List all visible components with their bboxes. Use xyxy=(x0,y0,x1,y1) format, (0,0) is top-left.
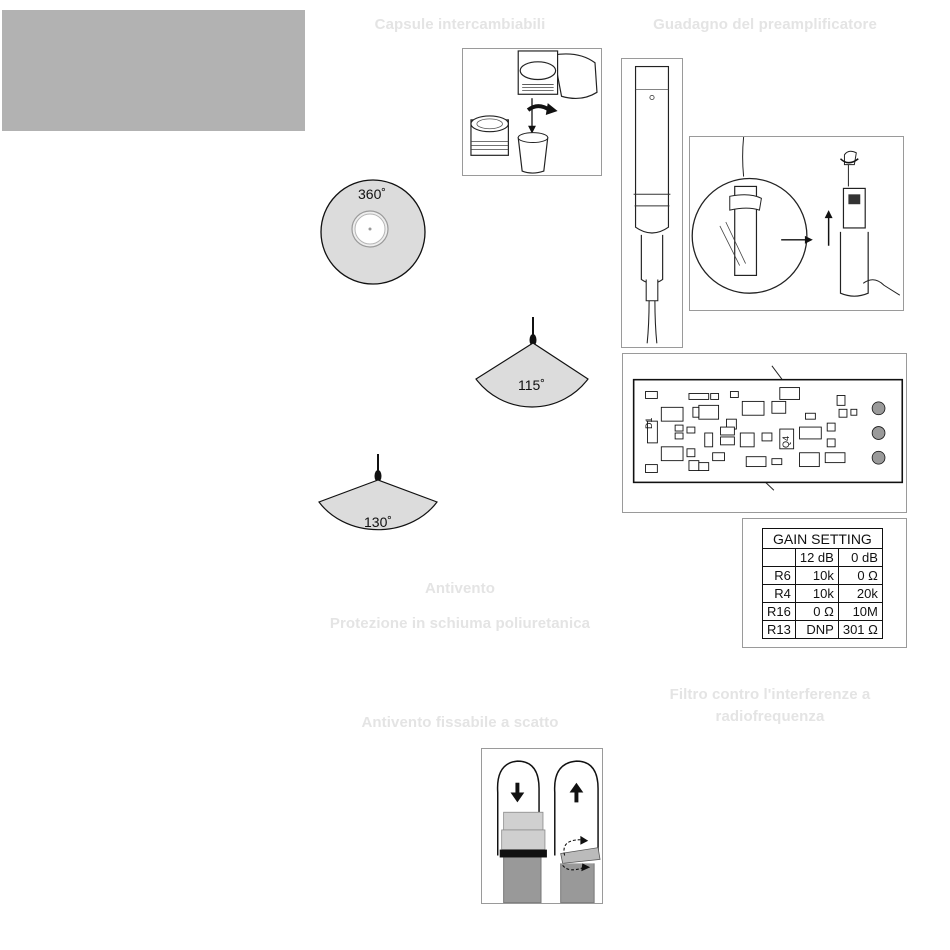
table-row xyxy=(763,549,883,567)
gain-table-title: GAIN SETTING xyxy=(763,529,883,549)
table-cell: 10M xyxy=(838,603,882,621)
board-label-q4: Q4 xyxy=(781,435,791,448)
gain-setting-panel xyxy=(742,518,907,648)
table-row xyxy=(763,603,883,621)
table-cell: 12 dB xyxy=(795,549,838,567)
polar-wide-diagram xyxy=(316,452,441,544)
table-cell: 301 Ω xyxy=(838,621,882,639)
circuit-board-illustration xyxy=(622,353,907,513)
table-cell: DNP xyxy=(795,621,838,639)
heading-capsules: Capsule intercambiabili xyxy=(374,16,546,33)
table-cell: 10k xyxy=(795,585,838,603)
polar-omni-label: 360˚ xyxy=(358,186,387,202)
preamp-access-illustration xyxy=(689,136,904,311)
heading-snap-windscreen: Antivento fissabile a scatto xyxy=(361,714,559,731)
heading-foam: Protezione in schiuma poliuretanica xyxy=(329,615,591,632)
table-cell: R16 xyxy=(763,603,796,621)
polar-cardioid-label: 115˚ xyxy=(518,377,545,393)
board-label-d1: D1 xyxy=(644,417,654,429)
heading-preamp-gain: Guadagno del preamplificatore xyxy=(653,16,877,33)
table-cell: 0 dB xyxy=(838,549,882,567)
table-cell: 10k xyxy=(795,567,838,585)
table-cell xyxy=(763,549,796,567)
heading-rf-filter: Filtro contro l'interferenze a radiofrequenza xyxy=(669,686,871,725)
table-cell: R6 xyxy=(763,567,796,585)
microphone-body-illustration xyxy=(621,58,683,348)
table-cell: 0 Ω xyxy=(838,567,882,585)
snap-windscreen-illustration xyxy=(481,748,603,904)
table-cell: R13 xyxy=(763,621,796,639)
table-cell: 0 Ω xyxy=(795,603,838,621)
table-row xyxy=(763,621,883,639)
table-cell: 20k xyxy=(838,585,882,603)
heading-windscreen: Antivento xyxy=(424,580,496,597)
table-cell: R4 xyxy=(763,585,796,603)
table-row xyxy=(763,585,883,603)
table-row xyxy=(763,567,883,585)
gain-setting-table xyxy=(762,528,883,639)
polar-cardioid-diagram xyxy=(470,315,590,415)
polar-wide-label: 130˚ xyxy=(364,514,393,530)
capsule-swap-illustration xyxy=(462,48,602,176)
header-gray-block xyxy=(2,10,305,131)
